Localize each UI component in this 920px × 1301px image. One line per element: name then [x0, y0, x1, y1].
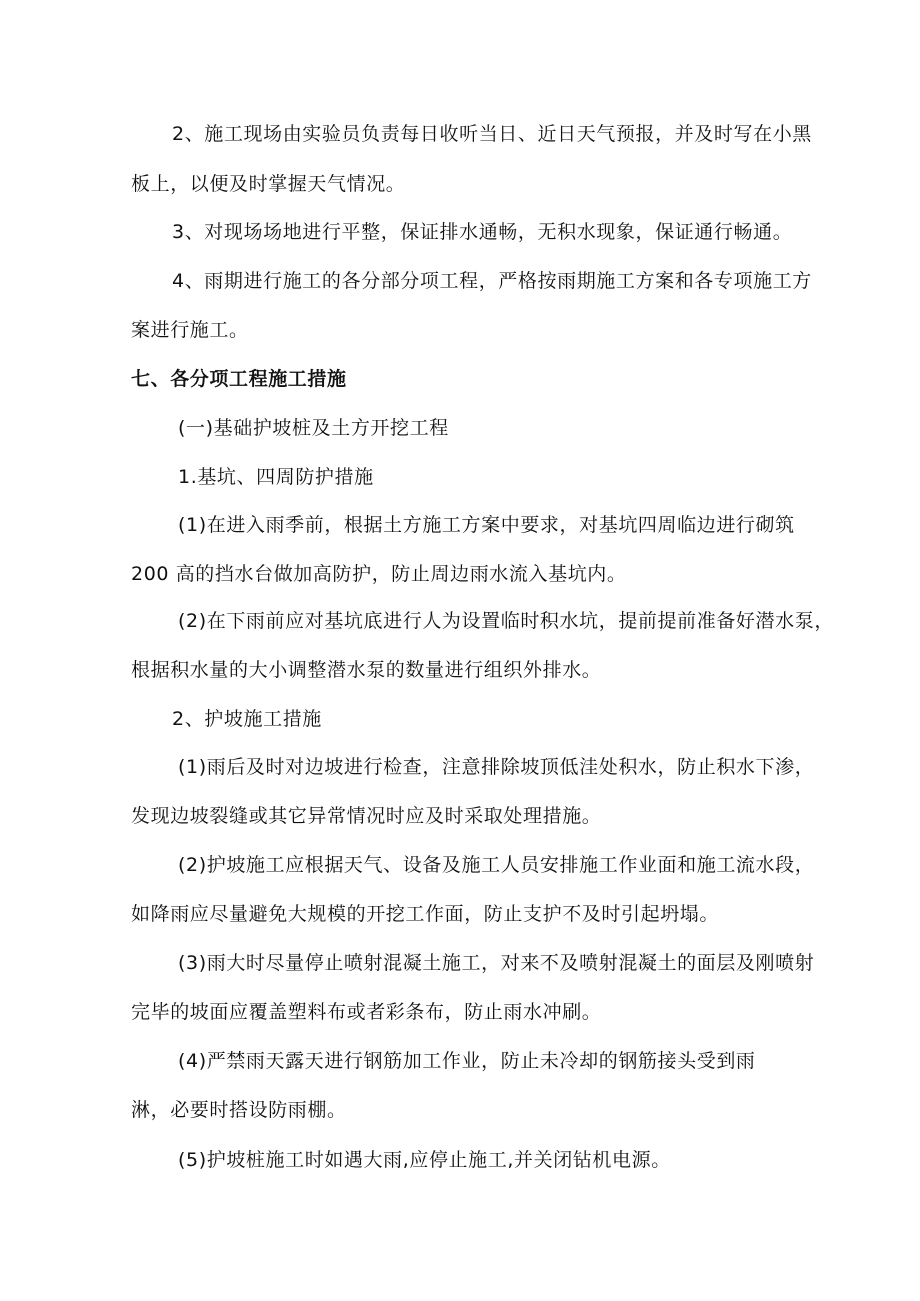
item-2-4-line-2: 淋，必要时搭设防雨棚。 — [131, 1099, 347, 1121]
item-2-3-line-2: 完毕的坡面应覆盖塑料布或者彩条布，防止雨水冲刷。 — [131, 1001, 602, 1023]
item-1-2-line-2: 根据积水量的大小调整潜水泵的数量进行组织外排水。 — [131, 659, 602, 681]
paragraph-2-line-2: 板上，以便及时掌握天气情况。 — [131, 173, 406, 195]
section-heading: 七、各分项工程施工措施 — [131, 368, 347, 390]
paragraph-3-line-1: 3、对现场场地进行平整，保证排水通畅，无积水现象，保证通行畅通。 — [172, 221, 793, 243]
item-2-title: 2、护坡施工措施 — [172, 708, 322, 730]
item-2-2-line-2: 如降雨应尽量避免大规模的开挖工作面，防止支护不及时引起坍塌。 — [131, 903, 720, 925]
item-1-1-line-2: 200 高的挡水台做加高防护，防止周边雨水流入基坑内。 — [131, 563, 627, 585]
item-1-title: 1.基坑、四周防护措施 — [178, 466, 374, 488]
item-2-1-line-1: (1)雨后及时对边坡进行检查，注意排除坡顶低洼处积水，防止积水下渗， — [178, 756, 815, 778]
item-2-2-line-1: (2)护坡施工应根据天气、设备及施工人员安排施工作业面和施工流水段， — [178, 854, 815, 876]
paragraph-4-line-1: 4、雨期进行施工的各分部分项工程，严格按雨期施工方案和各专项施工方 — [172, 270, 812, 292]
item-2-4-line-1: (4)严禁雨天露天进行钢筋加工作业，防止未冷却的钢筋接头受到雨 — [178, 1050, 756, 1072]
paragraph-2-line-1: 2、施工现场由实验员负责每日收听当日、近日天气预报，并及时写在小黑 — [172, 123, 812, 145]
item-2-3-line-1: (3)雨大时尽量停止喷射混凝土施工，对来不及喷射混凝土的面层及刚喷射 — [178, 952, 815, 974]
item-2-1-line-2: 发现边坡裂缝或其它异常情况时应及时采取处理措施。 — [131, 805, 602, 827]
subsection-title: (一)基础护坡桩及土方开挖工程 — [178, 417, 449, 439]
paragraph-4-line-2: 案进行施工。 — [131, 319, 249, 341]
item-1-2-line-1: (2)在下雨前应对基坑底进行人为设置临时积水坑，提前提前准备好潜水泵， — [178, 610, 834, 632]
item-2-5-line-1: (5)护坡桩施工时如遇大雨,应停止施工,并关闭钻机电源。 — [178, 1149, 671, 1171]
item-1-1-line-1: (1)在进入雨季前，根据土方施工方案中要求，对基坑四周临边进行砌筑 — [178, 514, 795, 536]
